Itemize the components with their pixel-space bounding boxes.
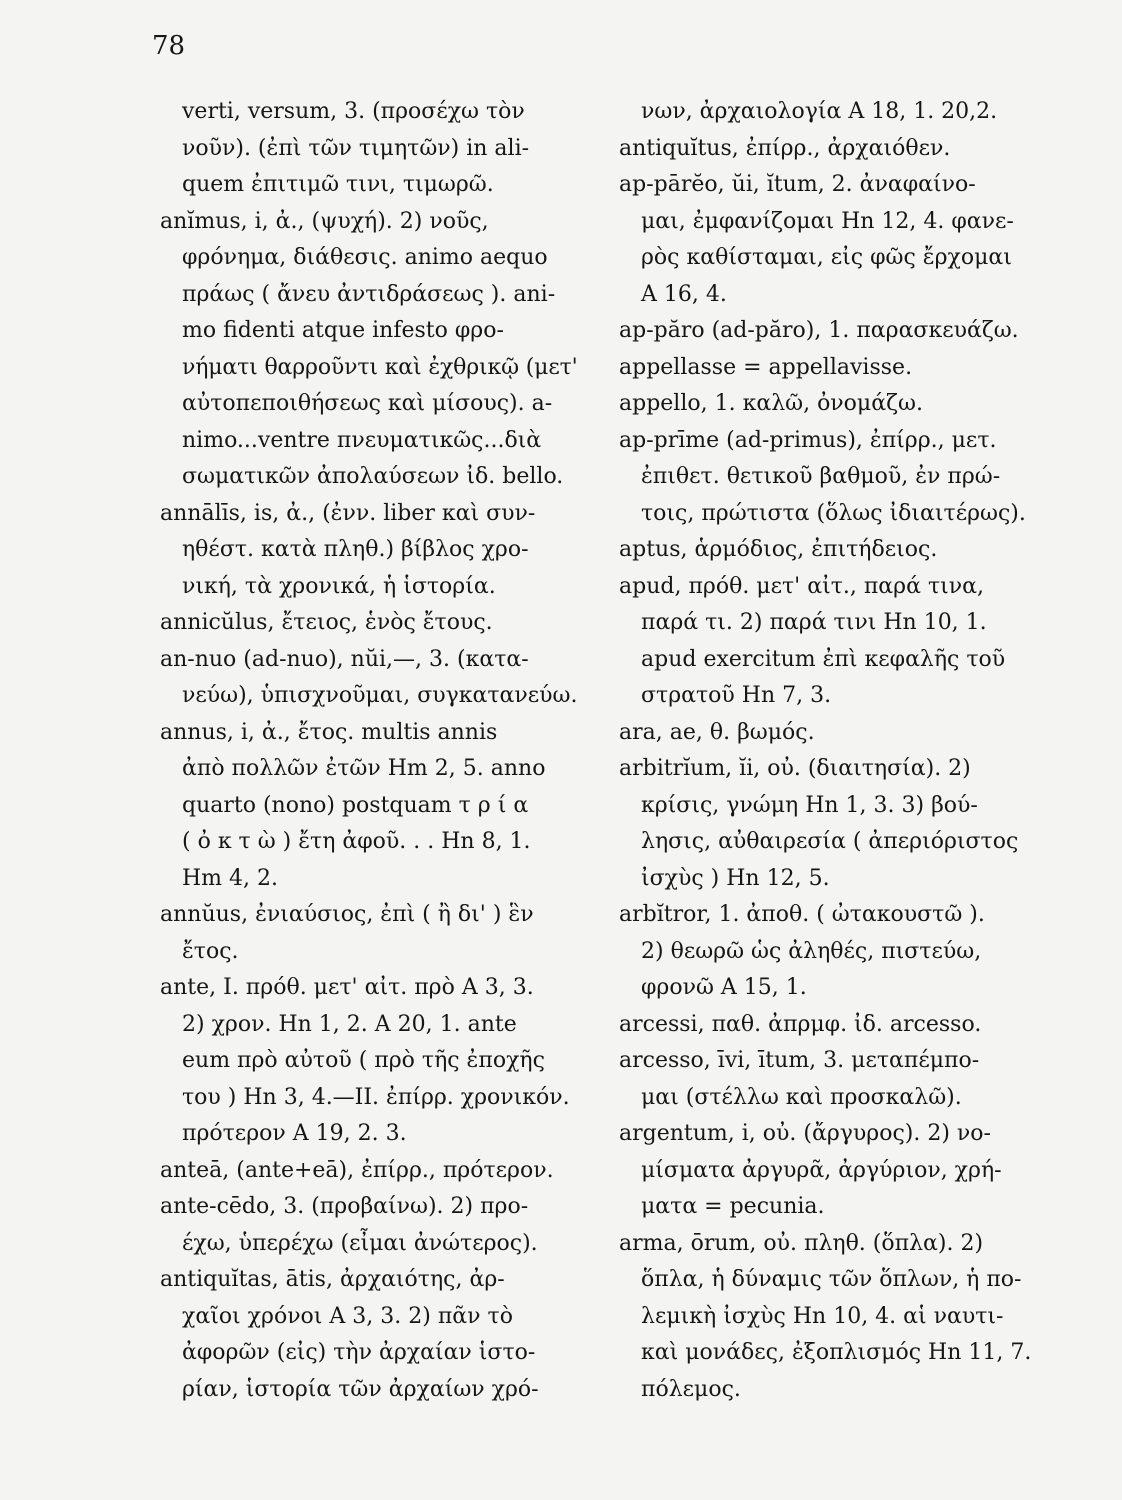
left-column [160, 94, 580, 1408]
dictionary-line: appellasse = appellavisse. [619, 354, 913, 380]
dictionary-line: arbĭtror, 1. ἀποθ. ( ὠτακουστῶ ). [619, 902, 985, 927]
dictionary-line: verti, versum, 3. (προσέχω τὸν [182, 99, 525, 124]
dictionary-line: antiquĭtas, ātis, ἀρχαιότης, ἀρ- [160, 1267, 505, 1292]
dictionary-line: ἀπὸ πολλῶν ἐτῶν Hm 2, 5. anno [182, 756, 546, 781]
dictionary-line: ara, ae, θ. βωμός. [619, 719, 815, 745]
dictionary-line: ηθέστ. κατὰ πληθ.) βίβλος χρο- [182, 537, 529, 562]
dictionary-line: λεμικὴ ἰσχὺς Hn 10, 4. αἱ ναυτι- [641, 1303, 1004, 1329]
dictionary-line: έχω, ὑπερέχω (εἶμαι ἀνώτερος). [182, 1230, 538, 1256]
dictionary-line: χαῖοι χρόνοι Α 3, 3. 2) πᾶν τὸ [182, 1303, 513, 1329]
dictionary-line: anĭmus, i, ἀ., (ψυχή). 2) νοῦς, [160, 208, 489, 234]
dictionary-line: annŭus, ἐνιαύσιος, ἐπὶ ( ἢ δι' ) ἓν [160, 902, 534, 927]
dictionary-line: νεύω), ὑπισχνοῦμαι, συγκατανεύω. [182, 683, 578, 708]
dictionary-line: arcesso, īvi, ītum, 3. μεταπέμπο- [619, 1048, 980, 1073]
dictionary-line: an-nuo (ad-nuo), nŭi,—, 3. (κατα- [160, 646, 529, 672]
dictionary-line: μαι (στέλλω καὶ προσκαλῶ). [641, 1084, 962, 1110]
dictionary-line: τοις, πρώτιστα (ὅλως ἰδιαιτέρως). [641, 500, 1026, 526]
dictionary-line: πρότερον Α 19, 2. 3. [182, 1121, 407, 1146]
dictionary-line: καὶ μονάδες, ἐξοπλισμός Hn 11, 7. [641, 1340, 1032, 1365]
dictionary-line: φρόνημα, διάθεσις. animo aequo [182, 245, 548, 270]
dictionary-line: νική, τὰ χρονικά, ἡ ἱστορία. [182, 573, 496, 599]
dictionary-line: ( ὀ κ τ ὼ ) ἔτη ἀφοῦ. . . Hn 8, 1. [182, 829, 531, 854]
dictionary-line: eum πρὸ αὐτοῦ ( πρὸ τῆς ἐποχῆς [182, 1048, 545, 1073]
dictionary-line: quarto (nono) postquam τ ρ ί α [182, 792, 529, 818]
dictionary-line: πόλεμος. [641, 1376, 741, 1402]
dictionary-line: apud exercitum ἐπὶ κεφαλῆς τοῦ [641, 646, 1006, 672]
dictionary-line: annicŭlus, ἔτειος, ἑνὸς ἔτους. [160, 610, 493, 635]
dictionary-line: nimo...ventre πνευματικῶς...διὰ [182, 427, 542, 453]
dictionary-line: arcessi, παθ. ἀπρμφ. ἰδ. arcesso. [619, 1011, 982, 1037]
dictionary-line: φρονῶ Α 15, 1. [641, 975, 807, 1000]
dictionary-line: 2) θεωρῶ ὡς ἀληθές, πιστεύω, [641, 938, 982, 964]
dictionary-line: arbitrĭum, ĭi, οὐ. (διαιτησία). 2) [619, 756, 971, 781]
dictionary-line: aptus, ἁρμόδιος, ἐπιτήδειος. [619, 537, 938, 562]
dictionary-line: appello, 1. καλῶ, ὀνομάζω. [619, 391, 923, 416]
dictionary-line: quem ἐπιτιμῶ τινι, τιμωρῶ. [182, 172, 494, 197]
dictionary-line: ἰσχὺς ) Hn 12, 5. [641, 865, 830, 891]
dictionary-line: ἀφορῶν (εἰς) τὴν ἀρχαίαν ἱστο- [182, 1340, 536, 1365]
dictionary-line: νοῦν). (ἐπὶ τῶν τιμητῶν) in ali- [182, 135, 530, 161]
dictionary-line: ante-cēdo, 3. (προβαίνω). 2) προ- [160, 1194, 529, 1219]
dictionary-line: ap-păro (ad-păro), 1. παρασκευάζω. [619, 318, 1019, 343]
dictionary-line: argentum, i, οὐ. (ἄργυρος). 2) νο- [619, 1121, 991, 1146]
dictionary-line: ρὸς καθίσταμαι, εἰς φῶς ἔρχομαι [641, 245, 1012, 270]
dictionary-line: νων, ἀρχαιολογία Α 18, 1. 20,2. [641, 99, 998, 124]
dictionary-line: στρατοῦ Hn 7, 3. [641, 683, 832, 708]
dictionary-line: 2) χρον. Hn 1, 2. A 20, 1. ante [182, 1011, 517, 1037]
dictionary-line: μίσματα ἀργυρᾶ, ἀργύριον, χρή- [641, 1157, 1002, 1183]
dictionary-line: ἐπιθετ. θετικοῦ βαθμοῦ, ἐν πρώ- [641, 464, 1001, 489]
dictionary-line: μαι, ἐμφανίζομαι Hn 12, 4. φανε- [641, 208, 1014, 234]
dictionary-line: ante, I. πρόθ. μετ' αἰτ. πρὸ Α 3, 3. [160, 975, 534, 1000]
dictionary-line: του ) Hn 3, 4.—II. ἐπίρρ. χρονικόν. [182, 1084, 570, 1110]
dictionary-line: κρίσις, γνώμη Hn 1, 3. 3) βού- [641, 792, 978, 818]
dictionary-line: antiquĭtus, ἐπίρρ., ἀρχαιόθεν. [619, 135, 951, 161]
page-number: 78 [152, 31, 186, 61]
dictionary-line: πράως ( ἄνευ ἀντιδράσεως ). ani- [182, 281, 556, 307]
dictionary-line: παρά τι. 2) παρά τινι Hn 10, 1. [641, 610, 987, 635]
dictionary-line: Α 16, 4. [641, 281, 727, 307]
dictionary-line: Hm 4, 2. [182, 865, 279, 891]
dictionary-line: αὐτοπεποιθήσεως καὶ μίσους). a- [182, 391, 553, 416]
dictionary-line: ἔτος. [182, 938, 239, 964]
dictionary-line: λησις, αὐθαιρεσία ( ἀπεριόριστος [641, 829, 1019, 854]
dictionary-line: νήματι θαρροῦντι καὶ ἐχθρικῷ (μετ' [182, 354, 578, 380]
dictionary-line: mo fidenti atque infesto φρο- [182, 318, 504, 343]
dictionary-line: ap-prīme (ad-primus), ἐπίρρ., μετ. [619, 427, 997, 453]
dictionary-line: arma, ōrum, οὐ. πληθ. (ὅπλα). 2) [619, 1230, 984, 1256]
dictionary-line: anteā, (ante+eā), ἐπίρρ., πρότερον. [160, 1157, 554, 1183]
dictionary-line: ὅπλα, ἡ δύναμις τῶν ὅπλων, ἡ πο- [641, 1267, 1022, 1292]
dictionary-line: annus, i, ἀ., ἔτος. multis annis [160, 719, 498, 745]
dictionary-line: apud, πρόθ. μετ' αἰτ., παρά τινα, [619, 573, 984, 599]
right-column [619, 94, 1041, 1408]
dictionary-line: ρίαν, ἱστορία τῶν ἀρχαίων χρό- [182, 1376, 539, 1402]
dictionary-line: ap-pārĕo, ŭi, ĭtum, 2. ἀναφαίνο- [619, 172, 976, 197]
dictionary-line: annālīs, is, ἀ., (ἐνν. liber καὶ συν- [160, 500, 536, 526]
dictionary-line: σωματικῶν ἀπολαύσεων ἰδ. bello. [182, 464, 564, 489]
dictionary-line: ματα = pecunia. [641, 1194, 825, 1219]
